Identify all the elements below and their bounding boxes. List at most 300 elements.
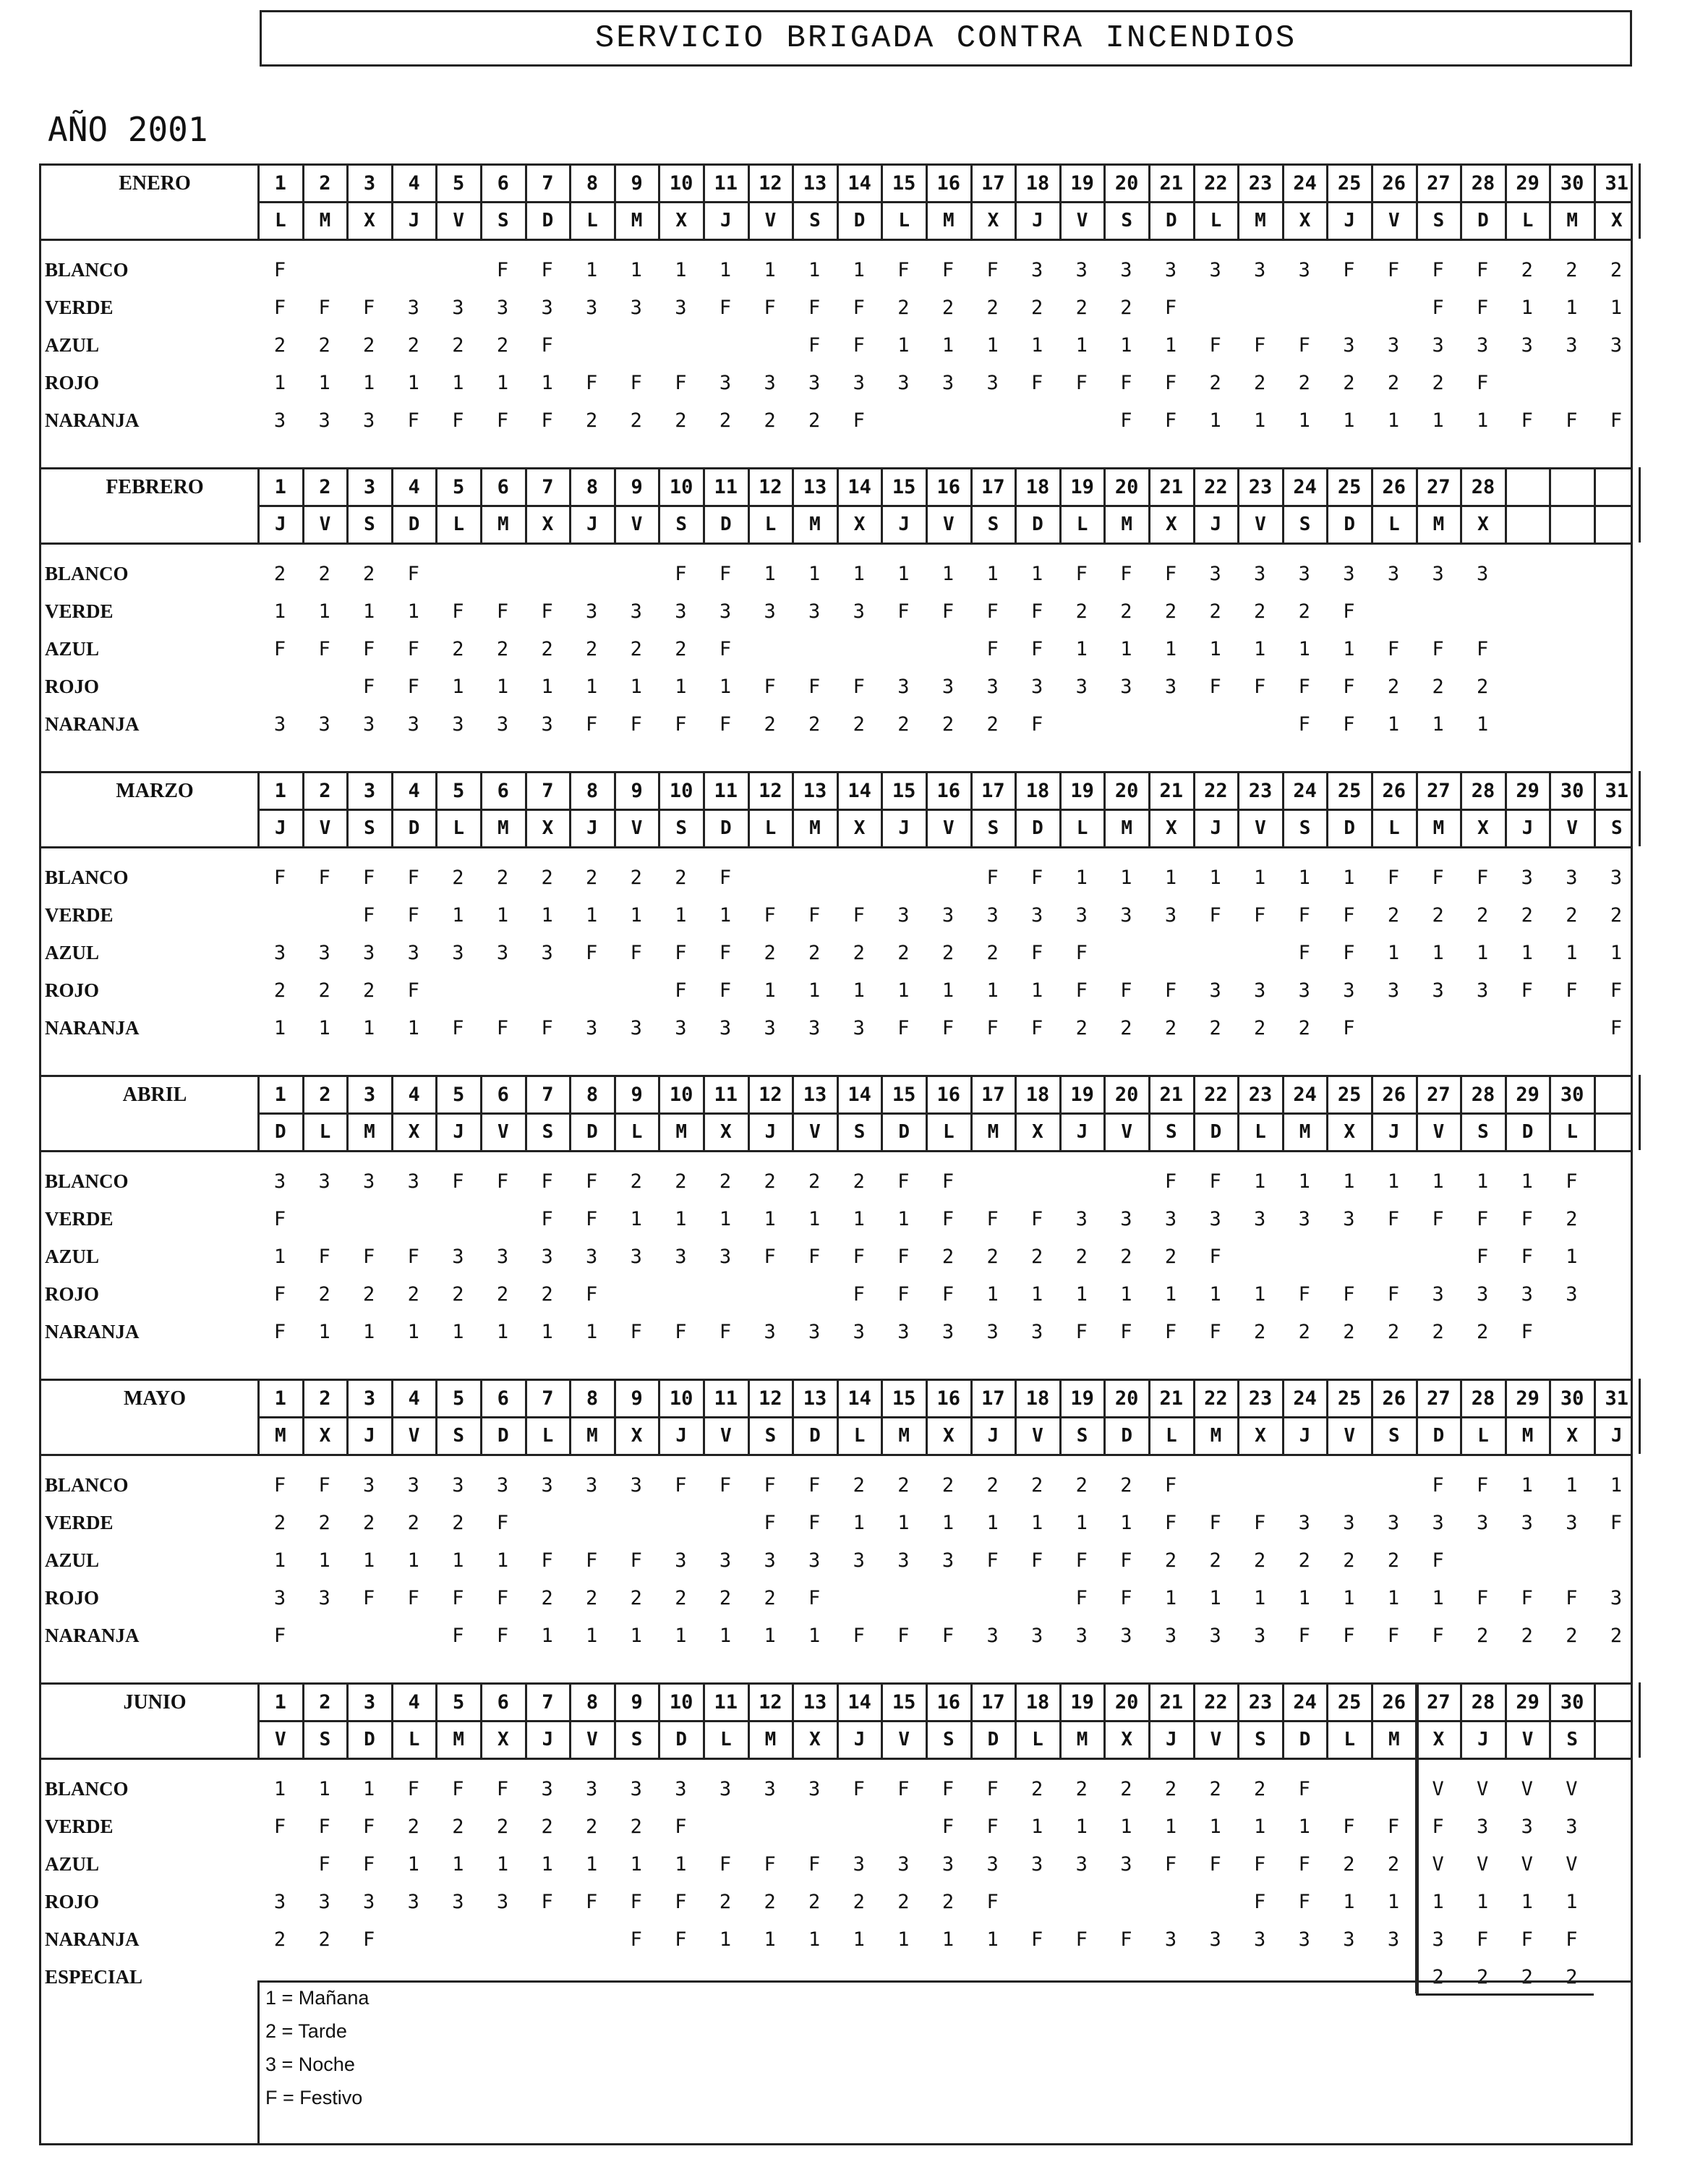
shift-value: 1	[719, 1928, 732, 1951]
day-number: 10	[669, 1690, 693, 1714]
weekday-letter: J	[542, 1729, 554, 1750]
weekday-letter: X	[987, 210, 999, 231]
shift-value: 2	[318, 334, 330, 357]
day-number: 14	[847, 779, 871, 802]
shift-value: 1	[363, 1321, 375, 1343]
weekday-letter: D	[1299, 1729, 1311, 1750]
shift-value: F	[1298, 1778, 1310, 1800]
day-number: 14	[847, 1083, 871, 1106]
shift-value: F	[1343, 259, 1355, 281]
shift-value: F	[675, 1321, 687, 1343]
shift-value: F	[1432, 259, 1444, 281]
shift-value: F	[1477, 1928, 1489, 1951]
shift-value: F	[363, 904, 375, 927]
shift-value: F	[1566, 1928, 1578, 1951]
weekday-letter: D	[408, 817, 420, 839]
day-number: 31	[1605, 779, 1629, 802]
weekday-letter: S	[364, 514, 375, 535]
shift-value: 2	[1387, 1549, 1400, 1572]
shift-value: 3	[1120, 259, 1132, 281]
shift-value: 3	[541, 713, 553, 736]
month-name: MARZO	[116, 780, 194, 802]
shift-value: 1	[1209, 1283, 1221, 1306]
weekday-letter: L	[1566, 1121, 1579, 1143]
weekday-letter: J	[1210, 817, 1222, 839]
shift-value: F	[452, 1170, 464, 1193]
shift-value: 2	[1120, 600, 1132, 623]
header-bottom-line	[39, 239, 1633, 241]
shift-value: 3	[586, 297, 598, 319]
shift-value: 3	[1298, 979, 1310, 1002]
shift-value: F	[1120, 563, 1132, 585]
legend-item-morning: 1 = Mañana	[265, 1987, 370, 2009]
day-number: 29	[1516, 171, 1540, 195]
shift-value: 2	[1075, 1017, 1088, 1039]
day-number: 19	[1070, 1083, 1094, 1106]
shift-value: 3	[1477, 1816, 1489, 1838]
shift-value: 1	[853, 1208, 865, 1230]
legend	[257, 1980, 1633, 2145]
shift-value: F	[986, 1778, 999, 1800]
shift-value: 1	[853, 259, 865, 281]
shift-value: F	[853, 676, 865, 698]
shift-value: 3	[1075, 1853, 1088, 1876]
shift-value: 2	[1343, 1321, 1355, 1343]
day-number: 23	[1248, 475, 1273, 498]
day-number: 27	[1427, 171, 1451, 195]
shift-value: 2	[1477, 904, 1489, 927]
day-number: 30	[1560, 1690, 1584, 1714]
shift-value: F	[452, 409, 464, 432]
weekday-letter: V	[1255, 817, 1266, 839]
shift-value: F	[1343, 1816, 1355, 1838]
shift-value: 1	[1298, 638, 1310, 660]
day-number: 28	[1471, 1083, 1495, 1106]
shift-value: 3	[1031, 904, 1043, 927]
weekday-letter: S	[987, 817, 999, 839]
team-label: VERDE	[45, 1816, 114, 1837]
team-label: NARANJA	[45, 409, 140, 431]
weekday-letter: J	[853, 1729, 866, 1750]
day-number: 19	[1070, 779, 1094, 802]
shift-value: 1	[1254, 638, 1266, 660]
shift-value: F	[586, 1891, 598, 1913]
shift-value: 1	[1477, 1891, 1489, 1913]
column-divider	[1639, 771, 1641, 846]
shift-value: F	[273, 1474, 286, 1497]
shift-value: 1	[1164, 1816, 1177, 1838]
shift-value: F	[897, 1017, 910, 1039]
shift-value: 3	[1209, 979, 1221, 1002]
shift-value: F	[1387, 867, 1400, 889]
day-number: 11	[714, 1387, 738, 1410]
shift-value: 2	[318, 563, 330, 585]
shift-value: 2	[675, 1587, 687, 1609]
team-label: NARANJA	[45, 1017, 140, 1039]
shift-value: 3	[1075, 904, 1088, 927]
weekday-letter: M	[1388, 1729, 1400, 1750]
shift-value: 1	[1343, 1891, 1355, 1913]
shift-value: F	[941, 259, 955, 281]
shift-value: 1	[1432, 1587, 1444, 1609]
shift-value: F	[1075, 563, 1088, 585]
shift-value: 2	[764, 942, 776, 964]
shift-value: F	[1432, 1208, 1444, 1230]
shift-value: 1	[452, 904, 464, 927]
shift-value: 1	[1387, 1891, 1400, 1913]
shift-value: 3	[808, 372, 821, 394]
weekday-letter: D	[1521, 1121, 1534, 1143]
day-number: 12	[759, 779, 782, 802]
day-number: 13	[803, 779, 827, 802]
shift-value: 3	[407, 1891, 419, 1913]
shift-value: F	[986, 259, 999, 281]
day-number: 18	[1025, 1690, 1050, 1714]
shift-value: 2	[1477, 676, 1489, 698]
shift-value: 3	[675, 1549, 687, 1572]
shift-value: 2	[941, 1474, 955, 1497]
day-number: 5	[453, 171, 465, 195]
shift-value: 3	[630, 600, 642, 623]
weekday-letter: L	[1076, 817, 1088, 839]
shift-value: 1	[808, 1928, 821, 1951]
header-bottom-line	[39, 1150, 1633, 1152]
shift-value: F	[407, 867, 419, 889]
shift-value: 2	[986, 942, 999, 964]
shift-value: 1	[1209, 1816, 1221, 1838]
shift-value: F	[1031, 1208, 1043, 1230]
day-number: 22	[1204, 171, 1228, 195]
shift-value: 3	[1031, 259, 1043, 281]
shift-value: 1	[764, 979, 776, 1002]
day-number	[1595, 1076, 1639, 1112]
weekday-letter: S	[1299, 817, 1311, 839]
shift-value: 3	[719, 1246, 732, 1268]
shift-value: 2	[764, 1170, 776, 1193]
shift-value: 3	[941, 1853, 955, 1876]
shift-value: 1	[363, 372, 375, 394]
shift-value: 1	[1075, 867, 1088, 889]
shift-value: 1	[1343, 867, 1355, 889]
shift-value: 3	[897, 904, 910, 927]
weekday-letter: L	[764, 514, 777, 535]
team-label: AZUL	[45, 942, 100, 963]
shift-value: 2	[496, 638, 509, 660]
shift-value: 1	[1120, 1283, 1132, 1306]
shift-value: 3	[1254, 1625, 1266, 1647]
day-number: 16	[936, 171, 961, 195]
shift-value: 2	[452, 1512, 464, 1534]
weekday-letter: J	[764, 1121, 777, 1143]
weekday-letter	[1595, 1721, 1639, 1758]
shift-value: 1	[764, 1928, 776, 1951]
year-label: AÑO 2001	[48, 110, 208, 149]
shift-value: 2	[1343, 1549, 1355, 1572]
shift-value: F	[630, 372, 642, 394]
weekday-letter: L	[1388, 817, 1400, 839]
team-label: NARANJA	[45, 1321, 140, 1342]
shift-value: 3	[1298, 1208, 1310, 1230]
column-divider	[1639, 1682, 1641, 1758]
shift-value: F	[1298, 676, 1310, 698]
shift-value: F	[1164, 563, 1177, 585]
shift-value: F	[1477, 638, 1489, 660]
shift-value: 2	[496, 1283, 509, 1306]
day-number: 24	[1293, 1387, 1317, 1410]
weekday-letter: D	[586, 1121, 598, 1143]
shift-value: 3	[1254, 259, 1266, 281]
team-label: BLANCO	[45, 259, 129, 281]
shift-value: 3	[1343, 334, 1355, 357]
shift-value: F	[407, 563, 419, 585]
day-number: 1	[274, 171, 286, 195]
weekday-letter: M	[1299, 1121, 1311, 1143]
shift-value: 2	[318, 1512, 330, 1534]
shift-value: 1	[273, 372, 286, 394]
shift-value: 1	[1120, 334, 1132, 357]
shift-value: F	[273, 1321, 286, 1343]
day-number: 12	[759, 1690, 782, 1714]
day-number: 16	[936, 475, 961, 498]
weekday-letter: V	[319, 817, 331, 839]
shift-value: F	[407, 409, 419, 432]
shift-value: F	[1477, 297, 1489, 319]
team-label: AZUL	[45, 1853, 100, 1875]
shift-value: 1	[407, 1321, 419, 1343]
day-number: 6	[497, 779, 509, 802]
weekday-letter: X	[942, 1425, 955, 1447]
shift-value: 3	[897, 1321, 910, 1343]
shift-value: F	[452, 1587, 464, 1609]
shift-value: 1	[1521, 1474, 1533, 1497]
shift-value: 2	[764, 713, 776, 736]
shift-value: F	[897, 1625, 910, 1647]
shift-value: 3	[986, 676, 999, 698]
shift-value: 3	[1566, 1283, 1578, 1306]
shift-value: 2	[1387, 904, 1400, 927]
shift-value: V	[1432, 1778, 1444, 1800]
shift-value: F	[1209, 904, 1221, 927]
weekday-letter: M	[942, 210, 955, 231]
shift-value: 2	[541, 638, 553, 660]
shift-value: 3	[719, 372, 732, 394]
shift-value: 1	[1566, 942, 1578, 964]
shift-value: F	[853, 1246, 865, 1268]
shift-value: 1	[1164, 867, 1177, 889]
shift-value: F	[1432, 867, 1444, 889]
weekday-letter: V	[1121, 1121, 1133, 1143]
shift-value: F	[1298, 942, 1310, 964]
shift-value: 3	[630, 1246, 642, 1268]
shift-value: 3	[1254, 979, 1266, 1002]
day-number: 20	[1114, 475, 1139, 498]
shift-value: F	[1254, 1512, 1266, 1534]
shift-value: 1	[586, 904, 598, 927]
day-number: 2	[319, 475, 331, 498]
shift-value: 2	[541, 1587, 553, 1609]
shift-value: 2	[1566, 1625, 1578, 1647]
shift-value: 1	[363, 1778, 375, 1800]
day-number: 2	[319, 779, 331, 802]
shift-value: 2	[1075, 1246, 1088, 1268]
shift-value: F	[1075, 1587, 1088, 1609]
shift-value: V	[1477, 1853, 1489, 1876]
special-value: 2	[1521, 1966, 1533, 1988]
shift-value: 3	[808, 1321, 821, 1343]
shift-value: 1	[986, 979, 999, 1002]
shift-value: 1	[1254, 409, 1266, 432]
shift-value: 3	[496, 1246, 509, 1268]
shift-value: 3	[1164, 1928, 1177, 1951]
shift-value: 1	[897, 334, 910, 357]
shift-value: 2	[586, 409, 598, 432]
weekday-letter: M	[1566, 210, 1579, 231]
shift-value: 2	[318, 1283, 330, 1306]
weekday-letter: X	[809, 1729, 821, 1750]
weekday-letter: V	[942, 514, 955, 535]
shift-value: F	[941, 1170, 955, 1193]
day-number: 19	[1070, 1387, 1094, 1410]
shift-value: 1	[986, 1512, 999, 1534]
shift-value: 3	[363, 1891, 375, 1913]
weekday-letter: M	[453, 1729, 465, 1750]
shift-value: F	[675, 1816, 687, 1838]
shift-value: 3	[1521, 1283, 1533, 1306]
day-number: 24	[1293, 1690, 1317, 1714]
weekday-letter: J	[364, 1425, 375, 1447]
shift-value: 1	[273, 1778, 286, 1800]
shift-value: F	[1164, 979, 1177, 1002]
weekday-letter: M	[631, 210, 643, 231]
weekday-letter: D	[720, 817, 732, 839]
weekday-letter: L	[453, 817, 465, 839]
shift-value: 3	[1610, 1587, 1623, 1609]
shift-value: 3	[675, 1778, 687, 1800]
shift-value: 2	[1254, 372, 1266, 394]
shift-value: 1	[496, 1853, 509, 1876]
shift-value: 2	[363, 1512, 375, 1534]
shift-value: F	[1387, 638, 1400, 660]
shift-value: 3	[764, 600, 776, 623]
shift-value: 2	[1298, 1549, 1310, 1572]
day-number: 6	[497, 171, 509, 195]
shift-value: F	[318, 1246, 330, 1268]
team-label: NARANJA	[45, 713, 140, 735]
shift-value: 3	[941, 372, 955, 394]
shift-value: F	[452, 600, 464, 623]
shift-value: 3	[675, 1246, 687, 1268]
column-divider	[1639, 467, 1641, 542]
shift-value: 1	[273, 600, 286, 623]
shift-value: 1	[1031, 979, 1043, 1002]
weekday-letter: X	[1121, 1729, 1133, 1750]
shift-value: 3	[1120, 676, 1132, 698]
shift-value: F	[1209, 1170, 1221, 1193]
shift-value: 3	[1343, 1208, 1355, 1230]
shift-value: F	[1432, 297, 1444, 319]
shift-value: F	[941, 1283, 955, 1306]
day-number: 31	[1605, 1387, 1629, 1410]
shift-value: 2	[1031, 1474, 1043, 1497]
shift-value: 1	[541, 1321, 553, 1343]
shift-value: 3	[1254, 563, 1266, 585]
shift-value: V	[1477, 1778, 1489, 1800]
day-number: 13	[803, 475, 827, 498]
day-number: 8	[586, 1387, 599, 1410]
shift-value: 2	[853, 1474, 865, 1497]
shift-value: 3	[1610, 334, 1623, 357]
shift-value: F	[1298, 334, 1310, 357]
day-number: 27	[1427, 1690, 1451, 1714]
team-label: NARANJA	[45, 1928, 140, 1950]
shift-value: 3	[808, 1549, 821, 1572]
day-number: 22	[1204, 475, 1228, 498]
shift-value: 1	[986, 1928, 999, 1951]
weekday-letter: D	[1032, 817, 1043, 839]
shift-value: 3	[1209, 259, 1221, 281]
shift-value: 2	[1120, 1474, 1132, 1497]
weekday-letter: M	[274, 1425, 286, 1447]
shift-value: 1	[1031, 1283, 1043, 1306]
day-number: 5	[453, 779, 465, 802]
weekday-letter: M	[1210, 1425, 1222, 1447]
shift-value: 3	[986, 1625, 999, 1647]
shift-value: 3	[986, 904, 999, 927]
shift-value: 3	[586, 1017, 598, 1039]
shift-value: F	[1343, 676, 1355, 698]
shift-value: 3	[496, 942, 509, 964]
weekday-letter	[1595, 506, 1639, 542]
shift-value: 1	[1254, 1170, 1266, 1193]
shift-value: 2	[1164, 600, 1177, 623]
day-number: 11	[714, 1690, 738, 1714]
special-label: ESPECIAL	[45, 1966, 143, 1988]
shift-value: F	[1120, 409, 1132, 432]
shift-value: F	[407, 676, 419, 698]
weekday-letter: X	[1299, 210, 1311, 231]
team-label: VERDE	[45, 1512, 114, 1533]
day-number: 26	[1382, 1083, 1406, 1106]
shift-value: 3	[273, 1170, 286, 1193]
day-number: 17	[981, 1387, 1005, 1410]
shift-value: F	[941, 1778, 955, 1800]
shift-value: F	[318, 1816, 330, 1838]
shift-value: 3	[897, 1853, 910, 1876]
weekday-letter: S	[764, 1425, 777, 1447]
shift-value: F	[630, 713, 642, 736]
shift-value: 3	[273, 713, 286, 736]
day-number: 10	[669, 171, 693, 195]
shift-value: 3	[986, 1853, 999, 1876]
month-name: MAYO	[123, 1387, 187, 1410]
shift-value: F	[318, 297, 330, 319]
weekday-letter: V	[453, 210, 465, 231]
day-number: 24	[1293, 171, 1317, 195]
day-number: 8	[586, 1083, 599, 1106]
shift-value: 3	[853, 372, 865, 394]
shift-value: 2	[1120, 1246, 1132, 1268]
shift-value: F	[407, 904, 419, 927]
team-label: AZUL	[45, 1246, 100, 1267]
weekday-letter: L	[942, 1121, 955, 1143]
day-number: 3	[363, 171, 376, 195]
shift-value: F	[853, 409, 865, 432]
shift-value: 1	[586, 1321, 598, 1343]
weekday-letter: M	[586, 1425, 598, 1447]
shift-value: F	[675, 1474, 687, 1497]
shift-value: F	[1387, 259, 1400, 281]
day-number: 20	[1114, 1690, 1139, 1714]
